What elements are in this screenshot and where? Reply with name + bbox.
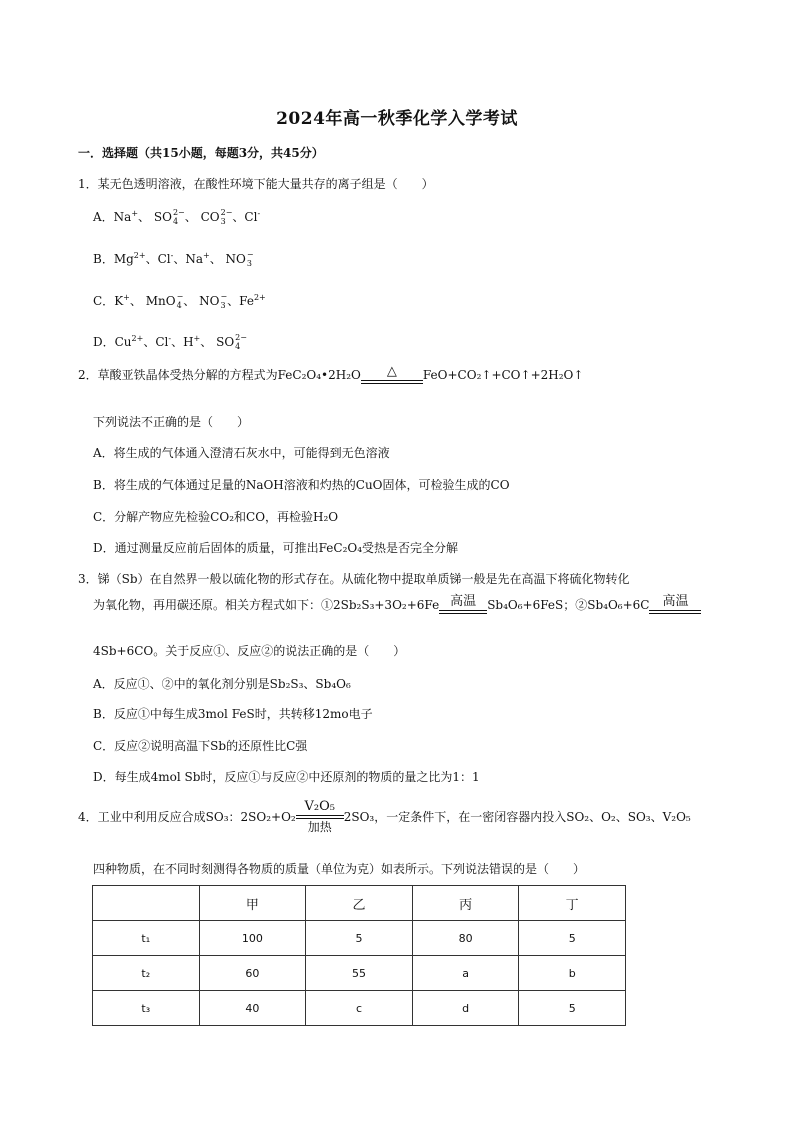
q4-line-1: 4．工业中利用反应合成SO₃：2SO₂+O₂ V₂O₅ 加热 2SO₃，一定条件下，在一密闭容器内投入SO₂、O₂、SO₃、V₂O₅ — [78, 799, 691, 834]
high-temp-arrow-1: 高温 — [439, 594, 487, 614]
table-row — [93, 921, 626, 956]
q3-option-c: C．反应②说明高温下Sb的还原性比C强 — [93, 739, 308, 753]
q3-option-a: A．反应①、②中的氧化剂分别是Sb₂S₃、Sb₄O₆ — [93, 677, 351, 691]
table-header-row — [93, 886, 626, 921]
q2-option-d: D．通过测量反应前后固体的质量，可推出FeC₂O₄受热是否完全分解 — [93, 541, 459, 555]
table-cell: 60 — [199, 956, 306, 991]
table-cell: 55 — [306, 956, 413, 991]
table-cell: b — [519, 956, 626, 991]
heat-arrow: △ — [361, 364, 423, 384]
q3-line-3: 4Sb+6CO。关于反应①、反应②的说法正确的是（ ） — [93, 644, 406, 658]
table-cell: 100 — [199, 921, 306, 956]
table-cell: a — [412, 956, 519, 991]
section-heading: 一．选择题（共15小题，每题3分，共45分） — [78, 146, 324, 160]
table-header-cell: 甲 — [199, 886, 306, 921]
table-cell: 80 — [412, 921, 519, 956]
q1-option-c: C．K+、 MnO − 4 、 NO − 3 、$Fe^{2+}$ — [93, 292, 266, 310]
table-header-cell: 乙 — [306, 886, 413, 921]
table-header-cell: 丁 — [519, 886, 626, 921]
table-cell: t₂ — [93, 956, 200, 991]
table-cell: 40 — [199, 991, 306, 1026]
q1-option-b: B．$Mg^{2+}$、Cl-、Na+、 NO − 3 — [93, 250, 254, 268]
q2-sub: 下列说法不正确的是（ ） — [93, 415, 250, 429]
q2-stem: 2．草酸亚铁晶体受热分解的方程式为FeC₂O₄•2H₂O △ FeO+CO₂↑+CO↑+2H₂O↑ — [78, 364, 584, 382]
table-cell: c — [306, 991, 413, 1026]
table-row — [93, 956, 626, 991]
q2-option-a: A．将生成的气体通入澄清石灰水中，可能得到无色溶液 — [93, 446, 390, 460]
table-cell: 5 — [519, 991, 626, 1026]
table-cell: 5 — [519, 921, 626, 956]
table-header-cell — [93, 886, 200, 921]
q2-option-b: B．将生成的气体通过足量的NaOH溶液和灼热的CuO固体，可检验生成的CO — [93, 478, 510, 492]
table-header-cell: 丙 — [412, 886, 519, 921]
q3-line-1: 3．锑（Sb）在自然界一般以硫化物的形式存在。从硫化物中提取单质锑一般是先在高温下将硫化物转化 — [78, 572, 630, 586]
table-cell: t₁ — [93, 921, 200, 956]
table-row — [93, 991, 626, 1026]
q1-stem: 1．某无色透明溶液，在酸性环境下能大量共存的离子组是（ ） — [78, 177, 434, 191]
high-temp-arrow-2: 高温 — [649, 594, 701, 614]
exam-title: 2024年高一秋季化学入学考试 — [276, 109, 518, 129]
q1-option-d: D．$Cu^{2+}$、Cl-、H+、 SO 2− 4 — [93, 333, 247, 351]
q3-option-d: D．每生成4mol Sb时，反应①与反应②中还原剂的物质的量之比为1：1 — [93, 770, 480, 784]
q4-line-2: 四种物质，在不同时刻测得各物质的质量（单位为克）如表所示。下列说法错误的是（ ） — [93, 862, 586, 876]
table-cell: t₃ — [93, 991, 200, 1026]
mass-table — [92, 885, 626, 1026]
q2-option-c: C．分解产物应先检验CO₂和CO，再检验H₂O — [93, 510, 339, 524]
table-cell: d — [412, 991, 519, 1026]
q1-option-a: A．Na+、 SO 2− 4 、 CO 2− 3 、Cl- — [93, 208, 261, 226]
catalyst-arrow: V₂O₅ 加热 — [296, 799, 344, 835]
q3-line-2: 为氧化物，再用碳还原。相关方程式如下：①2Sb₂S₃+3O₂+6Fe 高温 Sb₄O₆+6FeS；②Sb₄O₆+6C 高温 — [93, 594, 701, 614]
q3-option-b: B．反应①中每生成3mol FeS时，共转移12mo电子 — [93, 707, 373, 721]
table-cell: 5 — [306, 921, 413, 956]
